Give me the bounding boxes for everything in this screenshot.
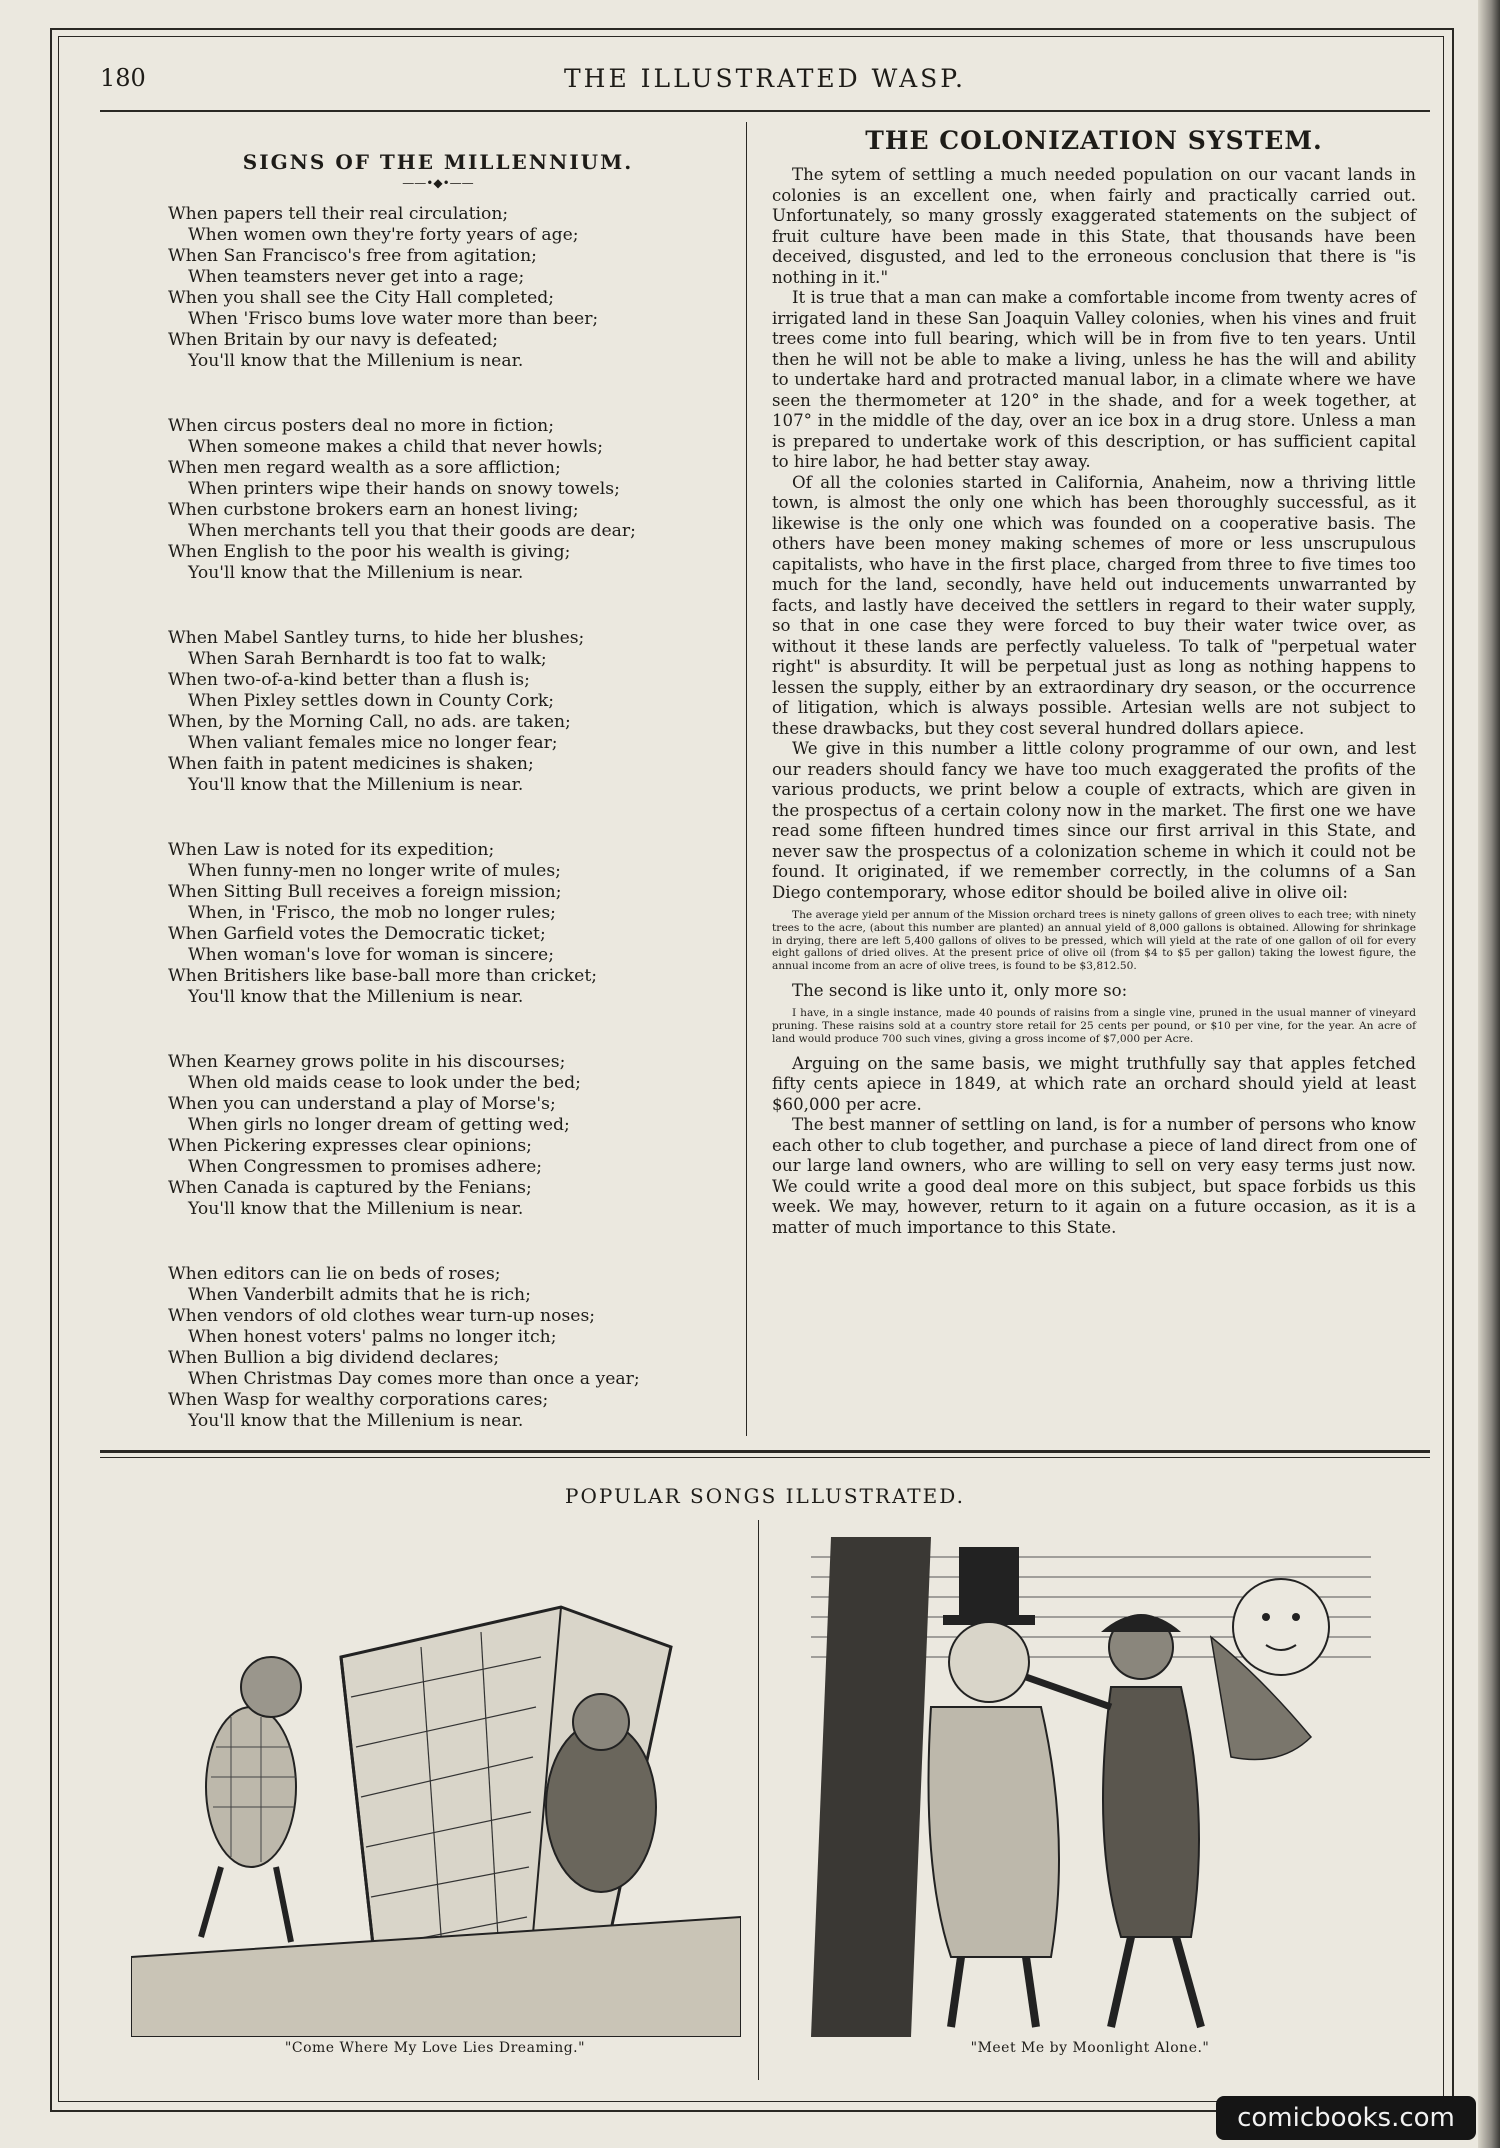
poem-line: When honest voters' palms no longer itch;	[188, 1327, 557, 1347]
poem-line: You'll know that the Millenium is near.	[188, 775, 524, 795]
illustrations-title: POPULAR SONGS ILLUSTRATED.	[565, 1484, 965, 1508]
article-paragraph: It is true that a man can make a comfortable income from twenty acres of irrigated land in these San Joaquin Valley colonies, when his vines and fruit trees come into full bearing, which will be in from five to ten years. Until then he will not be able to make a living, unless he has the will and ability to undertake hard and protracted manual labor, in a climate where we have seen the thermometer at 120° in the shade, and for a week together, at 107° in the middle of the day, over an ice box in a drug store. Unless a man is prepared to undertake work of this description, or has sufficient capital to hire labor, he had better stay away.	[772, 288, 1416, 471]
watermark: comicbooks.com	[1216, 2096, 1476, 2140]
article-paragraph: Arguing on the same basis, we might truthfully say that apples fetched fifty cents apiece in 1849, at which rate an orchard should yield at least $60,000 per acre.	[772, 1053, 1416, 1114]
poem-line: When you can understand a play of Morse's;	[168, 1094, 556, 1114]
article-title: THE COLONIZATION SYSTEM.	[865, 126, 1323, 155]
poem-line: When Christmas Day comes more than once a year;	[188, 1369, 640, 1389]
poem-line: When Garfield votes the Democratic ticket;	[168, 924, 546, 944]
article-paragraph: The second is like unto it, only more so:	[792, 980, 1128, 1000]
poem-line: When Canada is captured by the Fenians;	[168, 1178, 532, 1198]
poem-line: When curbstone brokers earn an honest living;	[168, 500, 579, 520]
poem-line: When Pickering expresses clear opinions;	[168, 1136, 532, 1156]
poem-line: When editors can lie on beds of roses;	[168, 1264, 501, 1284]
poem-stanza	[168, 1264, 728, 1432]
illustration-meet-by-moonlight	[810, 1536, 1372, 2038]
article-paragraph: We give in this number a little colony programme of our own, and lest our readers should fancy we have too much exaggerated the profits of the various products, we print below a couple of extracts, which are given in the prospectus of a certain colony now in the market. The first one we have read some fifteen hundred times since our first arrival in this State, and never saw the prospectus of a colonization scheme in which it could not be found. It originated, if we remember correctly, in the columns of a San Diego contemporary, whose editor should be boiled alive in olive oil:	[772, 739, 1416, 902]
poem-line: When girls no longer dream of getting wed;	[188, 1115, 570, 1135]
poem-line: When Law is noted for its expedition;	[168, 840, 495, 860]
panel-divider	[758, 1520, 759, 2080]
article-column	[772, 126, 1416, 1238]
poem-stanza	[168, 204, 728, 372]
poem-line: When, in 'Frisco, the mob no longer rules;	[188, 903, 556, 923]
header-rule	[100, 110, 1430, 112]
poem-line: When Britishers like base-ball more than cricket;	[168, 966, 598, 986]
poem-line: When women own they're forty years of age;	[188, 225, 579, 245]
caption-right: "Meet Me by Moonlight Alone."	[970, 2040, 1210, 2056]
poem-line: When 'Frisco bums love water more than beer;	[188, 309, 599, 329]
poem-line: You'll know that the Millenium is near.	[188, 351, 524, 371]
poem-line: You'll know that the Millenium is near.	[188, 987, 524, 1007]
section-rule-thin	[100, 1457, 1430, 1458]
poem-line: When faith in patent medicines is shaken;	[168, 754, 534, 774]
poem-line: When Vanderbilt admits that he is rich;	[188, 1285, 531, 1305]
poem-stanza	[168, 840, 728, 1008]
poem-line: When Kearney grows polite in his discourses;	[168, 1052, 566, 1072]
poem-stanza	[168, 416, 728, 584]
poem-line: You'll know that the Millenium is near.	[188, 1199, 524, 1219]
section-rule	[100, 1450, 1430, 1453]
poem-line: You'll know that the Millenium is near.	[188, 1411, 524, 1431]
poem-line: When Wasp for wealthy corporations cares;	[168, 1390, 549, 1410]
binding-edge	[1478, 0, 1500, 2148]
page-header	[100, 60, 1430, 100]
poem-line: When Bullion a big dividend declares;	[168, 1348, 500, 1368]
page-number: 180	[100, 64, 146, 92]
poem-title: SIGNS OF THE MILLENNIUM.	[242, 150, 634, 174]
poem-line: When valiant females mice no longer fear;	[188, 733, 558, 753]
masthead: THE ILLUSTRATED WASP.	[563, 64, 966, 93]
poem-line: You'll know that the Millenium is near.	[188, 563, 524, 583]
poem-line: When teamsters never get into a rage;	[188, 267, 525, 287]
poem-stanza	[168, 628, 728, 796]
poem-line: When, by the Morning Call, no ads. are taken;	[168, 712, 571, 732]
poem-line: When English to the poor his wealth is giving;	[168, 542, 571, 562]
poem-line: When funny-men no longer write of mules;	[188, 861, 561, 881]
poem-line: When two-of-a-kind better than a flush is;	[168, 670, 530, 690]
poem-stanzas	[158, 204, 728, 1432]
poem-line: When printers wipe their hands on snowy towels;	[188, 479, 620, 499]
poem-line: When San Francisco's free from agitation;	[168, 246, 537, 266]
poem-line: When circus posters deal no more in fiction;	[168, 416, 554, 436]
illustration-love-lies-dreaming	[130, 1536, 742, 2038]
article-paragraph: Of all the colonies started in California, Anaheim, now a thriving little town, is almost the only one which has been thoroughly successful, as it likewise is the only one which was founded on a cooperative basis. The others have been money making schemes of more or less unscrupulous capitalists, who have in the first place, charged from three to five times too much for the land, secondly, have held out inducements unwarranted by facts, and lastly have deceived the settlers in regard to their water supply, so that in one case they were forced to buy their water twice over, as without it these lands are perfectly valueless. To talk of "perpetual water right" is absurdity. It will be perpetual just as long as nothing happens to lessen the supply, either by an extraordinary dry season, or the occurrence of litigation, which is always possible. Artesian wells are not subject to these drawbacks, but they cost several hundred dollars apiece.	[772, 472, 1416, 738]
extract-raisins: I have, in a single instance, made 40 pounds of raisins from a single vine, pruned in the usual manner of vineyard pruning. These raisins sold at a country store retail for 25 cents per pound, or $10 per vine, for the year. An acre of land would produce 700 such vines, giving a gross income of $7,000 per Acre.	[772, 1007, 1416, 1046]
poem-line: When Sarah Bernhardt is too fat to walk;	[188, 649, 547, 669]
poem-line: When woman's love for woman is sincere;	[188, 945, 554, 965]
caption-left: "Come Where My Love Lies Dreaming."	[284, 2040, 586, 2056]
poem-column	[158, 150, 728, 1476]
poem-line: When Pixley settles down in County Cork;	[188, 691, 555, 711]
poem-line: When Mabel Santley turns, to hide her blushes;	[168, 628, 585, 648]
poem-line: When Britain by our navy is defeated;	[168, 330, 499, 350]
poem-line: When merchants tell you that their goods are dear;	[188, 521, 636, 541]
extract-olives: The average yield per annum of the Mission orchard trees is ninety gallons of green olives to each tree; with ninety trees to the acre, (about this number are planted) an annual yield of 8,000 gallons is obtained. Allowing for shrinkage in drying, there are left 5,400 gallons of olives to be pressed, which will yield at the rate of one gallon of oil for every eight gallons of dried olives. At the present price of olive oil (from $4 to $5 per gallon) taking the lowest figure, the annual income from an acre of olive trees, is found to be $3,812.50.	[772, 909, 1416, 973]
poem-line: When old maids cease to look under the bed;	[188, 1073, 581, 1093]
poem-line: When men regard wealth as a sore affliction;	[168, 458, 561, 478]
article-paragraph: The sytem of settling a much needed population on our vacant lands in colonies is an excellent one, when fairly and practically carried out. Unfortunately, so many grossly exaggerated statements on the subject of fruit culture have been made in this State, that thousands have been deceived, disgusted, and led to the erroneous conclusion that there is "is nothing in it."	[772, 165, 1416, 287]
ornament-divider: ——•◆•——	[402, 176, 474, 190]
poem-line: When vendors of old clothes wear turn-up noses;	[168, 1306, 596, 1326]
poem-line: When Sitting Bull receives a foreign mission;	[168, 882, 562, 902]
poem-line: When you shall see the City Hall completed;	[168, 288, 555, 308]
poem-line: When papers tell their real circulation;	[168, 204, 509, 224]
poem-line: When someone makes a child that never howls;	[188, 437, 604, 457]
column-rule	[746, 122, 747, 1436]
article-paragraph: The best manner of settling on land, is for a number of persons who know each other to club together, and purchase a piece of land direct from one of our large land owners, who are willing to sell on very easy terms just now. We could write a good deal more on this subject, but space forbids us this week. We may, however, return to it again on a future occasion, as it is a matter of much importance to this State.	[772, 1115, 1416, 1237]
poem-line: When Congressmen to promises adhere;	[188, 1157, 543, 1177]
poem-stanza	[168, 1052, 728, 1220]
